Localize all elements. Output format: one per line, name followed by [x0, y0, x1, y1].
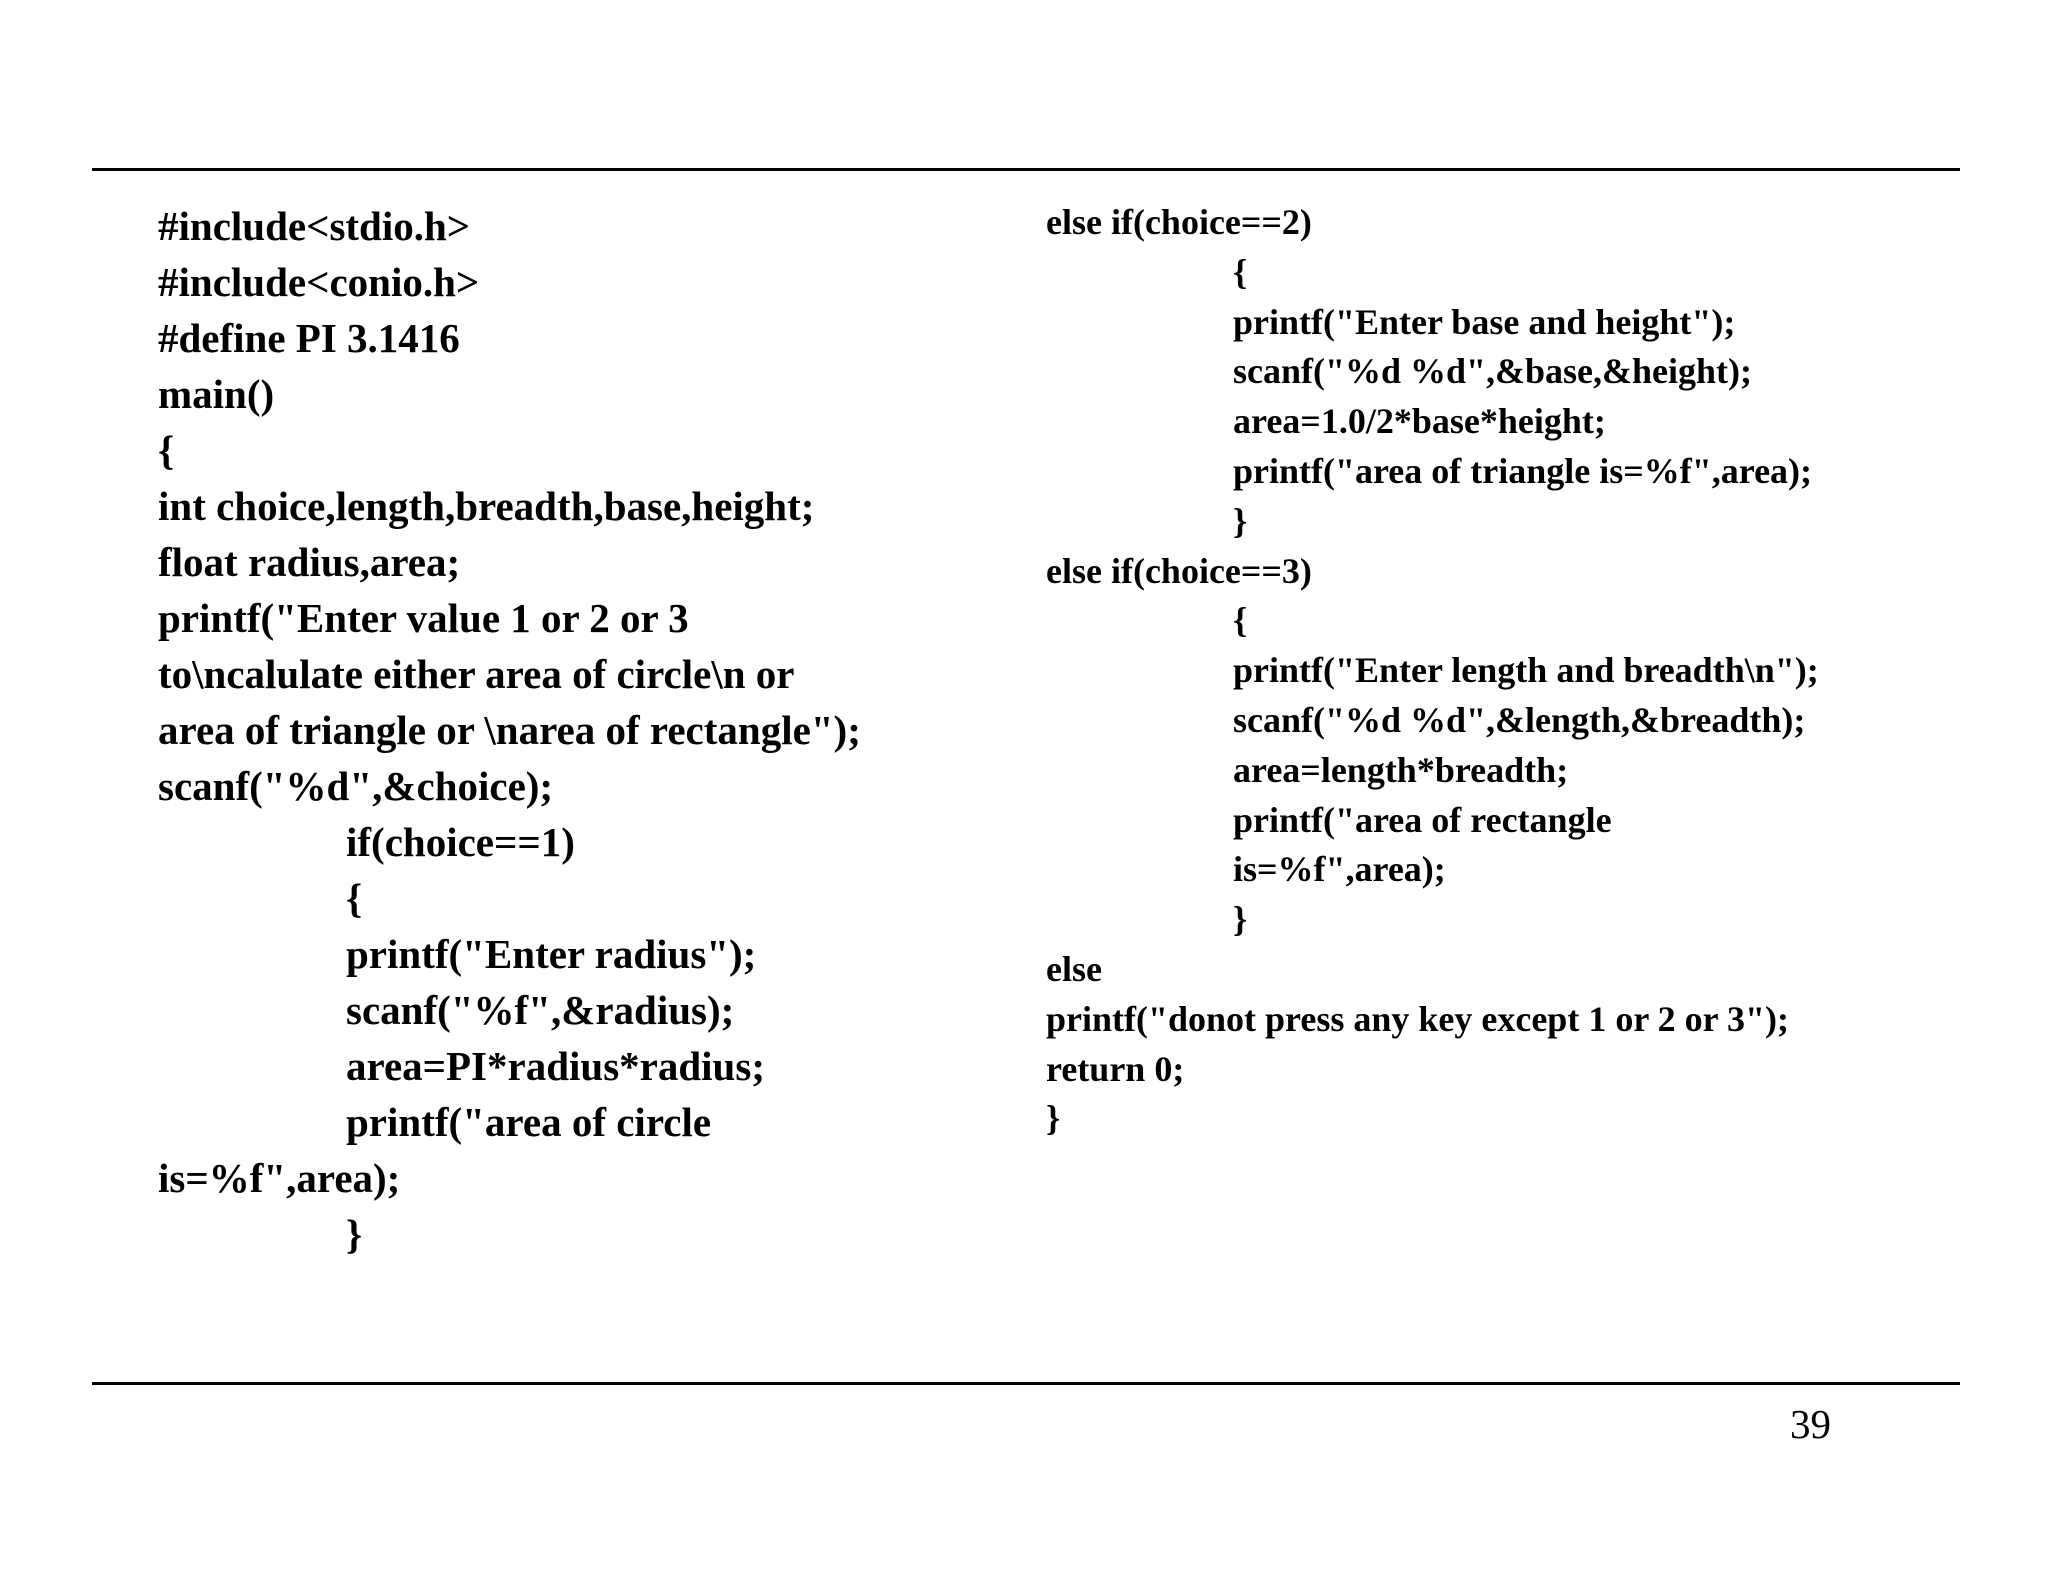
- code-line: {: [158, 427, 175, 473]
- code-line: printf("Enter radius");: [346, 931, 757, 977]
- code-line: {: [346, 875, 363, 921]
- code-line: main(): [158, 371, 275, 417]
- code-line: #define PI 3.1416: [158, 315, 460, 361]
- code-line: if(choice==1): [346, 819, 575, 865]
- code-line: area=length*breadth;: [1233, 749, 1569, 790]
- code-line: scanf("%d %d",&length,&breadth);: [1233, 699, 1806, 740]
- code-line: printf("Enter base and height");: [1233, 301, 1736, 342]
- code-line: }: [1233, 899, 1248, 940]
- code-line: area=1.0/2*base*height;: [1233, 401, 1606, 442]
- code-line: scanf("%f",&radius);: [346, 987, 735, 1033]
- code-line: scanf("%d %d",&base,&height);: [1233, 351, 1752, 392]
- code-line: }: [346, 1211, 363, 1257]
- code-line: else if(choice==3): [1046, 550, 1312, 591]
- code-line: printf("Enter value 1 or 2 or 3: [158, 595, 689, 641]
- code-line: area=PI*radius*radius;: [346, 1043, 765, 1089]
- code-column-right: [1046, 198, 1819, 1144]
- code-line: printf("area of triangle is=%f",area);: [1233, 450, 1813, 491]
- code-line: #include<stdio.h>: [158, 203, 471, 249]
- code-line: printf("donot press any key except 1 or 2 or 3");: [1046, 998, 1789, 1039]
- code-line: float radius,area;: [158, 539, 461, 585]
- code-line: printf("area of rectangle: [1233, 799, 1612, 840]
- bottom-divider: [92, 1382, 1960, 1385]
- code-line: else: [1046, 948, 1102, 989]
- code-line: area of triangle or \narea of rectangle");: [158, 707, 861, 753]
- code-line: to\ncalulate either area of circle\n or: [158, 651, 795, 697]
- code-line: }: [1233, 500, 1248, 541]
- code-column-left: [158, 198, 861, 1262]
- top-divider: [92, 168, 1960, 171]
- code-line: printf("Enter length and breadth\n");: [1233, 650, 1819, 691]
- code-line: else if(choice==2): [1046, 202, 1312, 242]
- code-line: {: [1233, 600, 1248, 641]
- code-line: return 0;: [1046, 1048, 1185, 1089]
- code-line: }: [1046, 1098, 1061, 1139]
- code-line: is=%f",area);: [1233, 849, 1446, 890]
- page-number: 39: [1790, 1401, 1831, 1447]
- code-line: {: [1233, 251, 1248, 292]
- code-line: printf("area of circle: [346, 1099, 712, 1145]
- code-line: int choice,length,breadth,base,height;: [158, 483, 815, 529]
- code-line: is=%f",area);: [158, 1155, 401, 1201]
- code-line: #include<conio.h>: [158, 259, 480, 305]
- code-line: scanf("%d",&choice);: [158, 763, 554, 809]
